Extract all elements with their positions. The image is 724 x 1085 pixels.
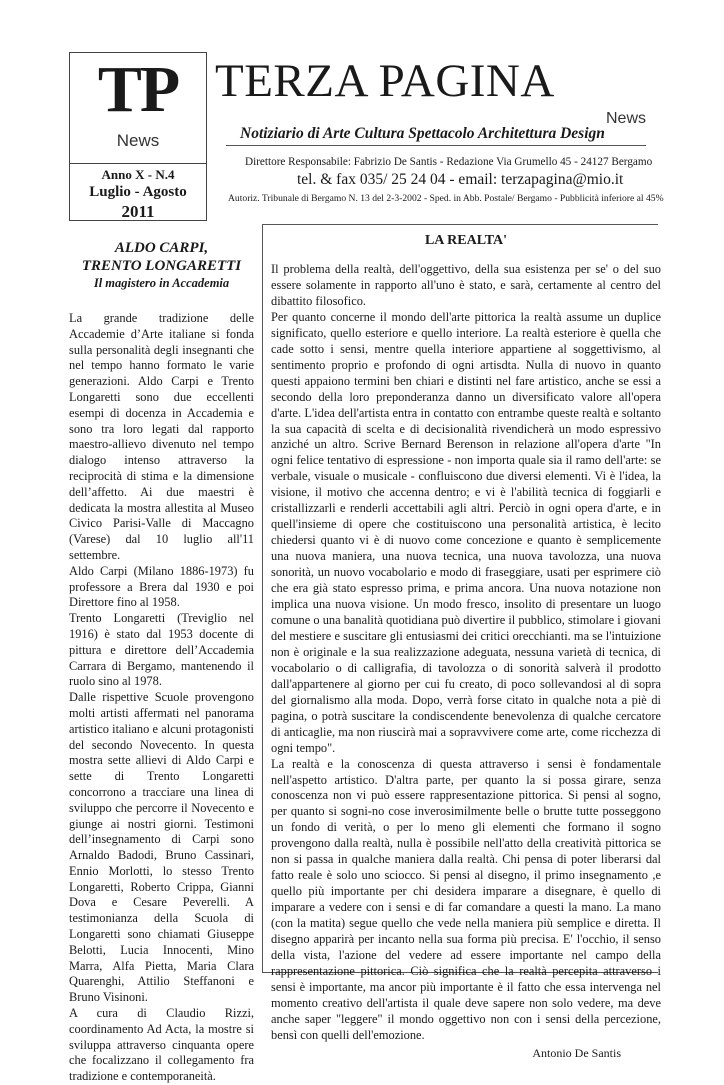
column-divider xyxy=(262,224,263,972)
news-label-secondary: News xyxy=(605,110,646,127)
left-article-title-line2: TRENTO LONGARETTI xyxy=(81,258,242,274)
issue-period: Luglio - Agosto xyxy=(89,184,187,200)
editorial-info: Direttore Responsabile: Fabrizio De Santis - Redazione Via Grumello 45 - 24127 Bergamo xyxy=(245,156,653,168)
issue-year: 2011 xyxy=(121,202,155,221)
paragraph: Aldo Carpi (Milano 1886-1973) fu professore a Brera dal 1930 e poi Direttore fino al 1958. xyxy=(69,563,254,610)
logo: TP xyxy=(97,53,179,126)
paragraph: Per quanto concerne il mondo dell'arte pittorica la realtà assume un duplice significato, quello esteriore e quello interiore. La realtà esteriore è quella che cade sotto i sensi, mentre quella interiore appartiene al soggettivismo, al sentimento proprio e profondo di ogni artisdta. Nulla di nuovo in quanto questi appaiono termini ben chiari e distinti nel fare artistico, anche se essi a secondo della loro preponderanza danno un diversificato valore all'opera d'arte. L'idea dell'artista entra in contatto con entrambe queste realtà e soltanto la sua capacità di scelta e di decisionalità rivendicherà un modo espressivo anziché un altro. Scrive Bernard Berenson in relazione all'opera d'arte "In ogni felice tentativo di espressione - non importa quale sia il ramo dell'arte: se verbale, visuale o musicale - confluiscono due diversi elementi. Vi è l'idea, la visione, il motivo che accenna dentro; e vi è l'abilità tecnica di foggiarli e cristallizzarli e renderli accettabili agli altri. Perciò in ogni opera d'arte, e in quell'insieme di opere che costituiscono una personalità artistica, è lecito chiedersi quanto vi è di nuovo come concezione e quanto è semplicemente una nuova maniera, una nuova tecnica, una nuova tavolozza, una nuova sonorità, un nuovo vocabolario e modo di fraseggiare, usati per esprimere ciò che era già stato espresso prima, e prima ancora. Una nuova notazione non implica una nuova visione. Un modo fresco, insolito di presentare un luogo comune o una banalità quotidiana può divertire il pubblico, stimolare i giovani del mestiere e suscitare gli entusiasmi dei critici orecchianti. ma se l'intuizione non è originale e la sua realizzazione adeguata, nessuna varietà di tecnica, di vocabolario o di calligrafia, di tavolozza o di sonorità salverà il prodotto dall'appartenere al giorno per cui fu creato, di poco sollevandosi al di sopra del giornalismo alla moda. Dopo, verrà forse citato in qualche nota a piè di pagina, o potrà suscitare la condiscendente benevolenza di qualche cercatore di anticaglie, ma non riuscirà mai a sopravvivere come arte, come ricchezza di ogni tempo". xyxy=(271,309,661,755)
header-divider xyxy=(226,145,646,146)
left-article-body xyxy=(69,311,254,1085)
paragraph: La grande tradizione delle Accademie d’Arte italiane si fonda sulla personalità degli insegnanti che nel tempo hanno formato le varie generazioni. Aldo Carpi e Trento Longaretti sono due eccellenti esempi di docenza in Accademia e sono tra loro legati dal rapporto maestro-allievo divenuto nel tempo dialogo intenso attraverso la reciprocità di stima e la dimensione dell’affetto. Ai due maestri è dedicata la mostra allestita al Museo Civico Parisi-Valle di Maccagno (Varese) dal 10 luglio all'11 settembre. xyxy=(69,311,254,562)
paragraph: A cura di Claudio Rizzi, coordinamento Ad Acta, la mostre si sviluppa attraverso cinquanta opere che focalizzano il collegamento fra tradizione e contemporaneità. xyxy=(69,1006,254,1084)
newspaper-subtitle: Notiziario di Arte Cultura Spettacolo Architettura Design xyxy=(240,125,605,142)
divider xyxy=(70,163,206,164)
left-article-title-line1: ALDO CARPI, xyxy=(114,240,209,256)
paragraph: Il problema della realtà, dell'oggettivo, della sua esistenza per se' o del suo essere solamente in rapporto all'uno è stato, e sarà, certamente al centro del dibattito filosofico. xyxy=(271,262,661,308)
right-article-title: LA REALTA' xyxy=(424,233,508,248)
author-signature: Antonio De Santis xyxy=(532,1045,621,1060)
contact-info: tel. & fax 035/ 25 24 04 - email: terzapagina@mio.it xyxy=(297,171,624,188)
issue-number: Anno X - N.4 xyxy=(101,167,175,182)
paragraph: La realtà e la conoscenza di questa attraverso i sensi è fondamentale nell'aspetto artistico. D'altra parte, per quanto la si possa girare, senza conoscenza non vi può essere rappresentazione pittorica. Si pensi al sogno, per quanto si sogni-no cose inverosimilmente belle o brutte tutte posseggono un fondo di verità, o per lo meno gli elementi che formano il sogno provengono dalla realtà, nulla è possibile nell'atto della creatività pittorica se non si passa in qualche maniera dalla realtà. Chi pensa di poter liberarsi dal fatto reale è solo uno sciocco. Si pensi al disegno, il primo insegnamento ,e quello più importante per chi desidera imparare a disegnare, è quello di imparare a vedere con i sensi e di far comandare a questi la mano. La mano (con la matita) segue quello che vede nella maniera più semplice e diretta. Il disegno apparirà per incanto nella sua forma più precisa. E' l'occhio, il senso della vista, l'azione del vedere ad essere importante nel campo della rappresentazione pittorica. Ciò significa che la realtà percepita attraverso i sensi è importante, ma ancor più importante è il fatto che essa intervenga nel momento creativo dell'artista il quale deve sapere non solo vedere, ma deve anche saper "leggere" il mondo oggettivo non con i sensi della percezione, bensì con quelli dell'emozione. xyxy=(271,756,661,1042)
paragraph: Dalle rispettive Scuole provengono molti artisti affermati nel panorama artistico italiano e alcuni protagonisti del secondo Novecento. In questa mostra sette allievi di Aldo Carpi e sette di Trento Longaretti concorrono a tracciare una linea di sviluppo che percorre il Novecento e giunge ai nostri giorni. Testimoni dell’insegnamento di Carpi sono Arnaldo Badodi, Bruno Cassinari, Ennio Morlotti, lo stesso Trento Longaretti, Roberto Crippa, Gianni Dova e Cesare Peverelli. A testimonianza della Scuola di Longaretti sono chiamati Giuseppe Belotti, Lucia Innocenti, Mino Marra, Alfa Pietta, Maria Clara Quarenghi, Attilio Steffanoni e Bruno Visinoni. xyxy=(69,690,254,1005)
section-divider xyxy=(262,224,658,225)
authorization-info: Autoriz. Tribunale di Bergamo N. 13 del 2-3-2002 - Sped. in Abb. Postale/ Bergamo - Pubblicità inferiore al 45% xyxy=(228,193,664,204)
left-article xyxy=(69,239,254,1085)
news-label: News xyxy=(116,131,160,150)
masthead-box xyxy=(69,52,207,221)
right-article-body xyxy=(271,262,661,1044)
left-article-subtitle: Il magistero in Accademia xyxy=(93,276,230,290)
newspaper-title: TERZA PAGINA xyxy=(215,55,555,107)
right-article xyxy=(271,232,661,1061)
paragraph: Trento Longaretti (Treviglio nel 1916) è stato dal 1953 docente di pittura e direttore dell’Accademia Carrara di Bergamo, mantenendo il ruolo sino al 1978. xyxy=(69,611,254,689)
